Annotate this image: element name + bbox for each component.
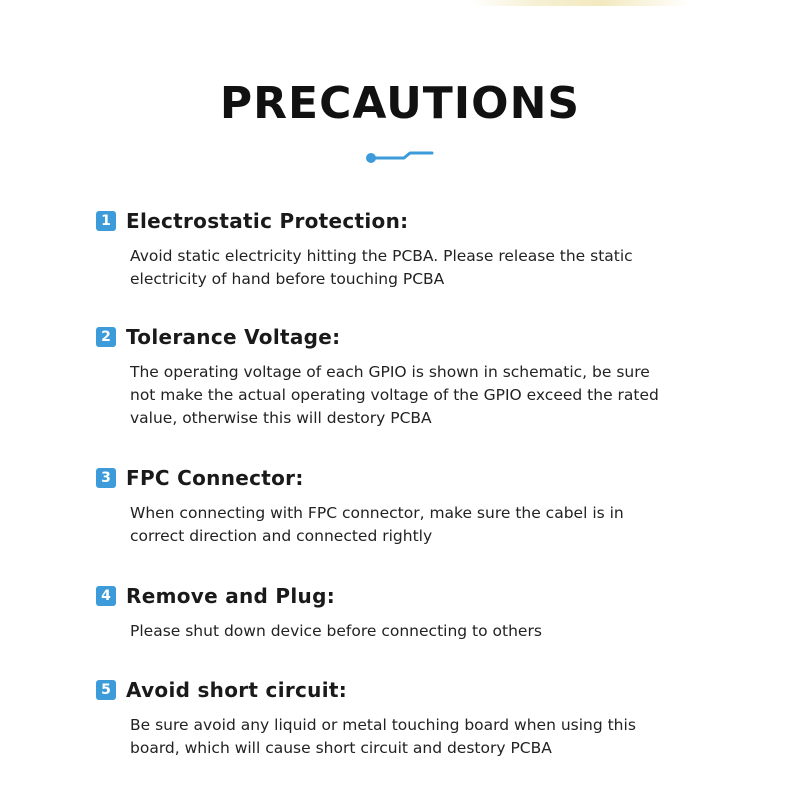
section-heading xyxy=(96,677,736,703)
body-line: not make the actual operating voltage of the GPIO exceed the rated xyxy=(130,386,659,404)
section-heading xyxy=(96,465,736,491)
section-heading-text: Remove and Plug: xyxy=(126,584,335,608)
section-body xyxy=(130,502,710,548)
title-underline-icon xyxy=(364,148,436,168)
section-heading xyxy=(96,583,736,609)
precaution-item-remove-and-plug xyxy=(96,583,736,643)
body-line: The operating voltage of each GPIO is shown in schematic, be sure xyxy=(130,363,650,381)
section-heading-text: Avoid short circuit: xyxy=(126,678,348,702)
body-line: Please shut down device before connecting to others xyxy=(130,622,542,640)
body-line: Be sure avoid any liquid or metal touching board when using this xyxy=(130,716,636,734)
number-badge: 2 xyxy=(96,327,116,347)
number-badge: 5 xyxy=(96,680,116,700)
section-body xyxy=(130,245,710,291)
number-badge: 1 xyxy=(96,211,116,231)
precaution-item-avoid-short-circuit xyxy=(96,677,736,760)
section-body xyxy=(130,620,710,643)
precaution-item-electrostatic-protection xyxy=(96,208,736,291)
number-badge: 3 xyxy=(96,468,116,488)
section-heading xyxy=(96,208,736,234)
body-line: When connecting with FPC connector, make sure the cabel is in xyxy=(130,504,624,522)
section-heading-text: Tolerance Voltage: xyxy=(126,325,341,349)
section-heading-text: FPC Connector: xyxy=(126,466,304,490)
page-title: PRECAUTIONS xyxy=(219,78,581,129)
top-decorative-glow xyxy=(470,0,690,6)
body-line: Avoid static electricity hitting the PCBA. Please release the static xyxy=(130,247,633,265)
section-heading-text: Electrostatic Protection: xyxy=(126,209,409,233)
section-heading xyxy=(96,324,736,350)
body-line: electricity of hand before touching PCBA xyxy=(130,270,445,288)
precaution-item-fpc-connector xyxy=(96,465,736,548)
body-line: value, otherwise this will destory PCBA xyxy=(130,409,432,427)
body-line: board, which will cause short circuit and destory PCBA xyxy=(130,739,552,757)
body-line: correct direction and connected rightly xyxy=(130,527,433,545)
section-body xyxy=(130,714,710,760)
precaution-item-tolerance-voltage xyxy=(96,324,736,430)
number-badge: 4 xyxy=(96,586,116,606)
section-body xyxy=(130,361,710,430)
